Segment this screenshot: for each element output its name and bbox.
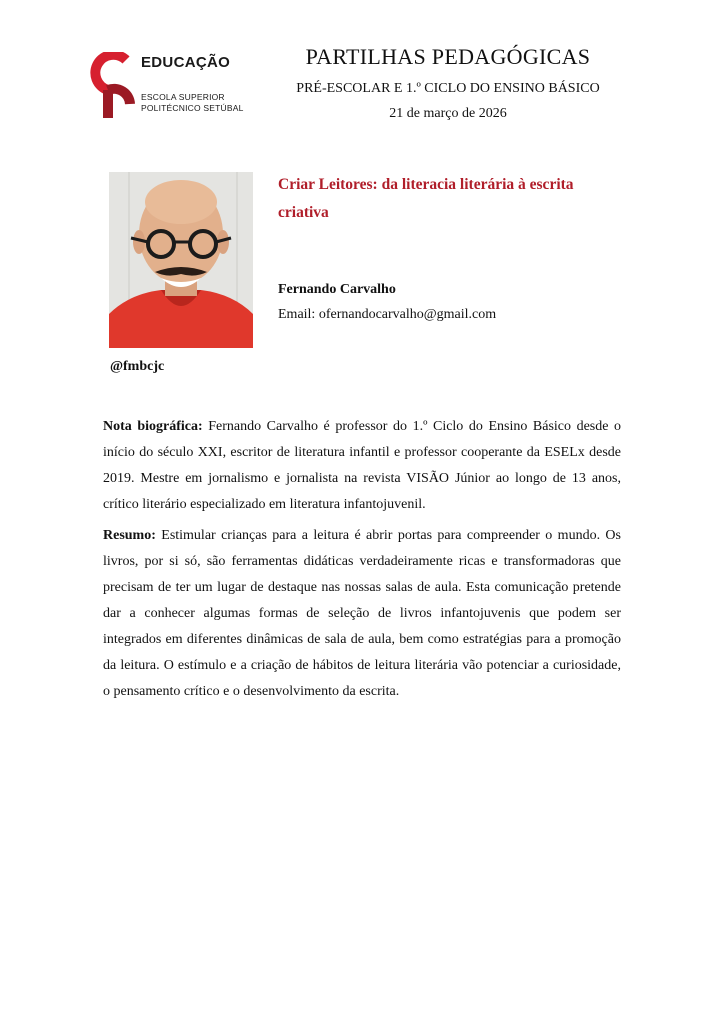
logo-subtitle bbox=[141, 92, 244, 114]
header-subtitle: PRÉ-ESCOLAR E 1.º CICLO DO ENSINO BÁSICO bbox=[296, 81, 600, 96]
document-header bbox=[270, 44, 626, 122]
speaker-email[interactable]: ofernandocarvalho@gmail.com bbox=[318, 307, 497, 322]
email-label: Email: bbox=[278, 307, 316, 322]
bio-text: Fernando Carvalho é professor do 1.º Ciclo do Ensino Básico desde o início do século XXI, escritor de literatura infantil e professor cooperante da ESELx desde 2019. Mestre em jornalismo e jornalista na revista VISÃO Júnior ao longo de 13 anos, crítico literário especializado em literatura infantojuvenil. bbox=[103, 419, 622, 512]
talk-title: Criar Leitores: da literacia literária à escrita criativa bbox=[278, 176, 574, 221]
speaker-handle: @fmbcjc bbox=[110, 359, 165, 374]
header-date: 21 de março de 2026 bbox=[389, 106, 507, 121]
speaker-portrait-icon bbox=[109, 172, 253, 348]
speaker-email-line bbox=[278, 307, 496, 323]
bio-paragraph bbox=[103, 414, 621, 518]
logo-subtitle-line1: ESCOLA SUPERIOR bbox=[141, 92, 225, 102]
summary-text: Estimular crianças para a leitura é abrir portas para compreender o mundo. Os livros, por si só, são ferramentas didáticas verdadeiramente ricas e transformadoras que precisam de ter um lugar de destaque nas nossas salas de aula. Esta comunicação pretende dar a conhecer algumas formas de seleção de livros infantojuvenis que podem ser integrados em diferentes dinâmicas de sala de aula, bem como estratégias para a promoção da leitura. O estímulo e a criação de hábitos de leitura literária vão potenciar a curiosidade, o pensamento crítico e o desenvolvimento da escrita. bbox=[103, 528, 621, 699]
bio-label: Nota biográfica: bbox=[103, 419, 203, 434]
speaker-name: Fernando Carvalho bbox=[278, 282, 396, 297]
logo-title: EDUCAÇÃO bbox=[141, 54, 231, 71]
summary-paragraph bbox=[103, 523, 621, 705]
header-title: PARTILHAS PEDAGÓGICAS bbox=[305, 44, 591, 69]
logo-subtitle-line2: POLITÉCNICO SETÚBAL bbox=[141, 103, 244, 113]
speaker-photo bbox=[109, 172, 253, 348]
logo-mark-icon bbox=[86, 52, 136, 122]
institution-logo bbox=[86, 52, 246, 122]
summary-label: Resumo: bbox=[103, 528, 156, 543]
